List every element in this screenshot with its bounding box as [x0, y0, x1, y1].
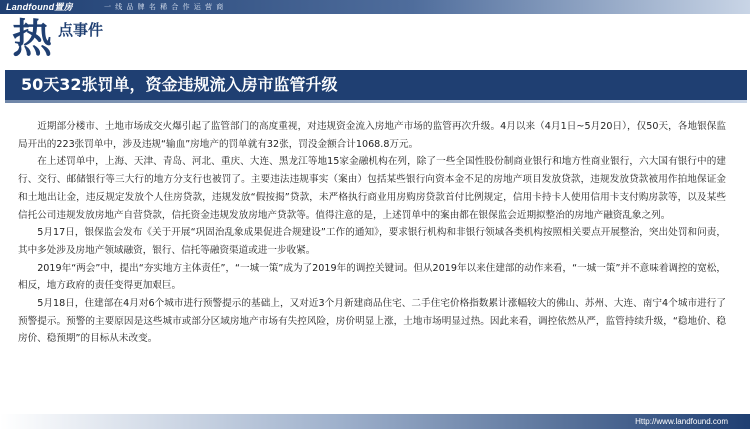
paragraph: 2019年“两会”中，提出“夯实地方主体责任”，“一城一策”成为了2019年的调控关键词。但从2019年以来住建部的动作来看，“一城一策”并不意味着调控的宽松，相反，地方政府的责任变得更加艰巨。	[18, 262, 726, 292]
section-hot-subtitle: 点事件	[58, 21, 104, 39]
paragraph: 近期部分楼市、土地市场成交火爆引起了监管部门的高度重视，对违规资金流入房地产市场的监管再次升级。4月以来（4月1日~5月20日），仅50天，各地银保监局开出的223张罚单中，涉及违规“输血”房地产的罚单就有32张，罚没金额合计1068.8万元。	[18, 121, 726, 150]
paragraph: 5月17日，银保监会发布《关于开展“巩固治乱象成果促进合规建设”工作的通知》，要求银行机构和非银行领域各类机构按照相关要点开展整治，突出处罚和问责，其中多处涉及房地产领域融资，银行、信托等融资渠道或进一步收紧。	[18, 227, 726, 256]
page-title: 50天32张罚单，资金违规流入房市监管升级	[21, 75, 338, 94]
top-banner	[0, 0, 750, 14]
paragraph: 5月18日，住建部在4月对6个城市进行预警提示的基础上，又对近3个月新建商品住宅、二手住宅价格指数累计涨幅较大的佛山、苏州、大连、南宁4个城市进行了预警提示。预警的主要原因是这些城市或部分区域房地产市场有失控风险，房价明显上涨，土地市场明显过热。因此来看，调控依然从严，监管持续升级，“稳地价、稳房价、稳预期”的目标从未改变。	[18, 298, 726, 345]
footer-bar	[0, 414, 750, 429]
section-hot-char: 热	[12, 15, 52, 62]
footer-url: Http://www.landfound.com	[635, 417, 728, 426]
title-band	[5, 70, 747, 100]
brand-logo: Landfound置房	[6, 2, 73, 12]
article-body	[18, 118, 726, 348]
paragraph: 在上述罚单中，上海、天津、青岛、河北、重庆、大连、黑龙江等地15家金融机构在列，除了一些全国性股份制商业银行和地方性商业银行，六大国有银行中的建行、交行、邮储银行等三大行的地方分支行也被罚了。主要违法违规事实（案由）包括某些银行向资本金不足的房地产项目发放贷款，违规发放贷款被用作拍地保证金和土地出让金，违反规定发放个人住房贷款，违规发放“假按揭”贷款，未严格执行商业用房购房贷款首付比例规定，信用卡持卡人使用信用卡支付购房款等，以及某些信托公司违规发放房地产自营贷款，信托资金违规发放房地产贷款等。值得注意的是，上述罚单中的案由都在银保监会近期拟整治的房地产融资乱象之列。	[18, 156, 726, 221]
brand-slogan: 一 线 品 牌 名 稀 合 作 运 营 商	[104, 3, 225, 11]
title-underline	[5, 100, 747, 103]
